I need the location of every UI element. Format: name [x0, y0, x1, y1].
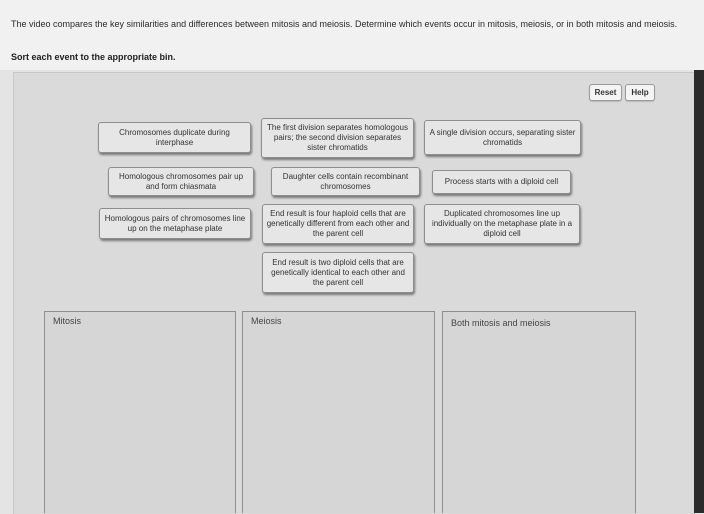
sort-instruction: Sort each event to the appropriate bin.: [11, 52, 176, 62]
window-edge: [694, 70, 704, 513]
draggable-card[interactable]: Duplicated chromosomes line up individually on the metaphase plate in a diploid cell: [424, 204, 580, 244]
bin-label: Both mitosis and meiosis: [451, 318, 551, 328]
bin-label: Mitosis: [53, 316, 82, 326]
bin-meiosis[interactable]: [242, 311, 435, 513]
draggable-card[interactable]: End result is four haploid cells that are genetically different from each other and the parent cell: [262, 204, 414, 244]
draggable-card[interactable]: Homologous chromosomes pair up and form chiasmata: [108, 167, 254, 196]
bin-both[interactable]: [442, 311, 636, 513]
reset-button[interactable]: Reset: [589, 84, 622, 101]
draggable-card[interactable]: Chromosomes duplicate during interphase: [98, 122, 251, 153]
draggable-card[interactable]: Process starts with a diploid cell: [432, 170, 571, 194]
help-button[interactable]: Help: [625, 84, 655, 101]
bin-label: Meiosis: [251, 316, 282, 326]
draggable-card[interactable]: A single division occurs, separating sister chromatids: [424, 120, 581, 155]
draggable-card[interactable]: The first division separates homologous pairs; the second division separates sister chromatids: [261, 118, 414, 158]
question-header: [0, 0, 704, 70]
draggable-card[interactable]: Daughter cells contain recombinant chromosomes: [271, 167, 420, 196]
bin-mitosis[interactable]: [44, 311, 236, 513]
draggable-card[interactable]: End result is two diploid cells that are genetically identical to each other and the parent cell: [262, 252, 414, 293]
instructions-text: The video compares the key similarities and differences between mitosis and meiosis. Determine which events occur in mitosis, meiosis, or in both mitosis and meiosis.: [11, 19, 678, 29]
draggable-card[interactable]: Homologous pairs of chromosomes line up on the metaphase plate: [99, 208, 251, 239]
